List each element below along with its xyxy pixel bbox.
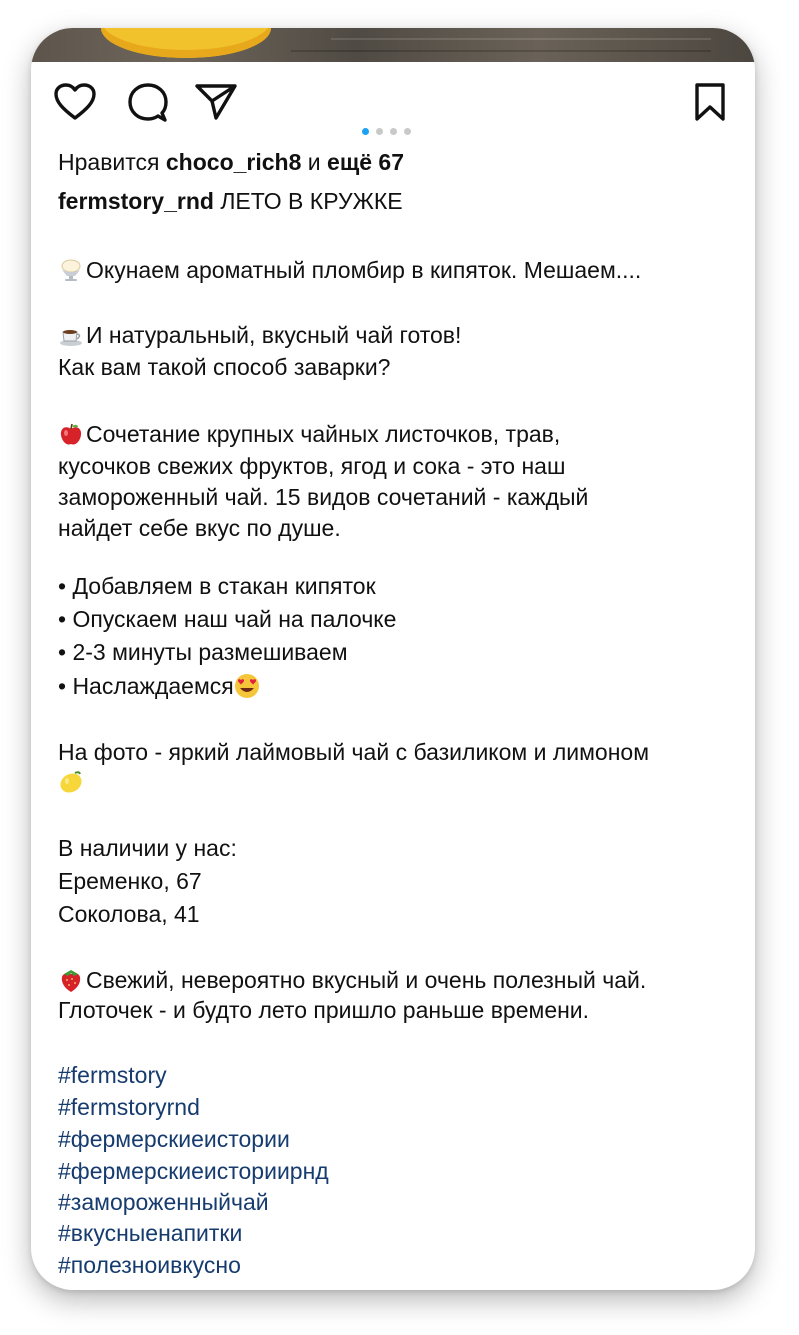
list-item-text: • Наслаждаемся xyxy=(58,673,234,699)
strawberry-emoji-icon xyxy=(58,967,84,993)
caption-text: Окунаем ароматный пломбир в кипяток. Мешаем.... xyxy=(86,257,642,283)
store-address: Еременко, 67 xyxy=(58,868,202,894)
tea-cup-emoji-icon xyxy=(58,322,84,348)
caption-paragraph xyxy=(58,319,461,351)
caption-text: найдет себе вкус по душе. xyxy=(58,515,341,541)
carousel-dot[interactable] xyxy=(404,128,411,135)
caption-paragraph xyxy=(58,964,646,996)
hashtag-link[interactable]: #fermstory xyxy=(58,1062,167,1088)
author-username[interactable]: fermstory_rnd xyxy=(58,188,214,214)
caption-text: Глоточек - и будто лето пришло раньше времени. xyxy=(58,997,590,1023)
hashtag-link[interactable]: #замороженныйчай xyxy=(58,1189,269,1215)
caption-text: И натуральный, вкусный чай готов! xyxy=(86,322,462,348)
post-title: ЛЕТО В КРУЖКЕ xyxy=(220,188,403,214)
heart-eyes-emoji-icon xyxy=(234,673,260,699)
caption-text: Свежий, невероятно вкусный и очень полезный чай. xyxy=(86,967,647,993)
stock-label: В наличии у нас: xyxy=(58,835,237,861)
likes-prefix: Нравится xyxy=(58,149,160,175)
post-card xyxy=(31,28,755,1290)
lemon-emoji-icon xyxy=(58,769,84,795)
caption-text: Сочетание крупных чайных листочков, трав, xyxy=(86,421,561,447)
heart-icon[interactable] xyxy=(53,82,97,127)
list-item: • Добавляем в стакан кипяток xyxy=(58,573,376,599)
caption-paragraph xyxy=(58,418,560,450)
carousel-dot[interactable] xyxy=(390,128,397,135)
carousel-dot-active[interactable] xyxy=(362,128,369,135)
list-item: • 2-3 минуты размешиваем xyxy=(58,639,348,665)
caption-text: Как вам такой способ заварки? xyxy=(58,354,391,380)
wood-grain xyxy=(331,38,711,40)
carousel-indicator xyxy=(362,128,411,135)
caption-text: кусочков свежих фруктов, ягод и сока - это наш xyxy=(58,453,566,479)
store-address: Соколова, 41 xyxy=(58,901,200,927)
caption-paragraph xyxy=(58,254,641,286)
caption-header xyxy=(58,185,403,217)
paper-plane-icon[interactable] xyxy=(194,82,238,127)
likes-middle: и xyxy=(307,149,321,175)
list-item: • Опускаем наш чай на палочке xyxy=(58,606,397,632)
hashtag-link[interactable]: #fermstoryrnd xyxy=(58,1094,200,1120)
comment-icon[interactable] xyxy=(127,82,169,129)
caption-emoji-line xyxy=(58,766,86,798)
action-bar xyxy=(31,62,755,132)
liker-username[interactable]: choco_rich8 xyxy=(165,149,302,175)
hashtag-link[interactable]: #фермерскиеистории xyxy=(58,1126,290,1152)
bookmark-icon[interactable] xyxy=(693,82,727,127)
caption-text: замороженный чай. 15 видов сочетаний - каждый xyxy=(58,484,589,510)
likes-line xyxy=(58,146,404,178)
ice-cream-emoji-icon xyxy=(58,257,84,283)
hashtag-link[interactable]: #вкусныенапитки xyxy=(58,1220,243,1246)
caption-text: На фото - яркий лаймовый чай с базиликом и лимоном xyxy=(58,739,650,765)
carousel-dot[interactable] xyxy=(376,128,383,135)
hashtag-link[interactable]: #фермерскиеисториирнд xyxy=(58,1158,329,1184)
apple-emoji-icon xyxy=(58,421,84,447)
likes-more-link[interactable]: ещё 67 xyxy=(327,149,404,175)
wood-grain xyxy=(291,50,711,52)
lemon-slice xyxy=(101,28,271,58)
hashtag-link[interactable]: #полезноивкусно xyxy=(58,1252,241,1278)
list-item xyxy=(58,670,262,702)
post-photo[interactable] xyxy=(31,28,755,62)
